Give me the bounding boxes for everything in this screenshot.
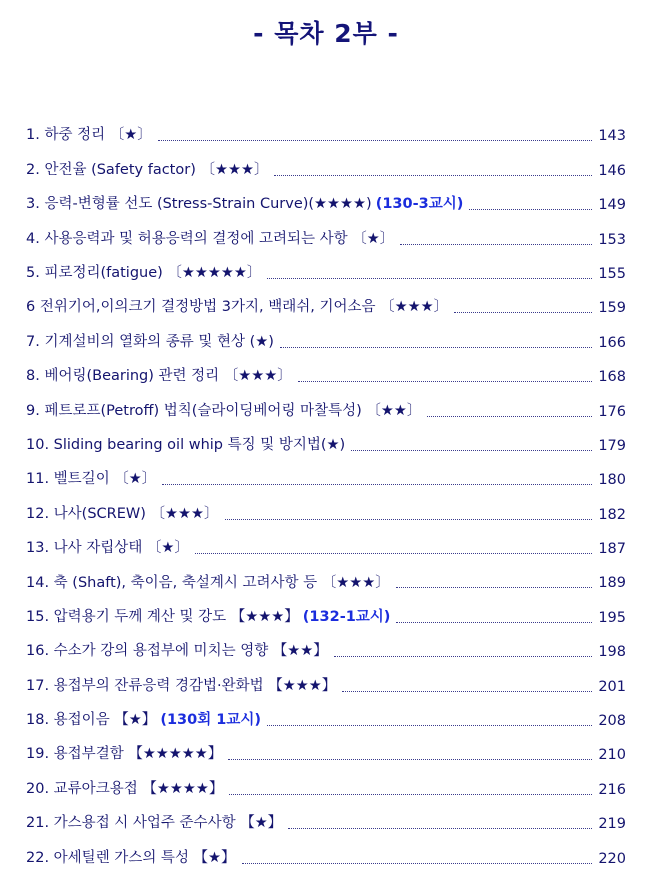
- toc-entry-label: 13. 나사 자립상태 〔★〕: [26, 540, 189, 557]
- toc-leader-dots: [469, 209, 592, 210]
- toc-entry[interactable]: [0, 597, 652, 631]
- toc-entry-label: 2. 안전율 (Safety factor) 〔★★★〕: [26, 161, 269, 178]
- toc-entry[interactable]: [0, 460, 652, 494]
- toc-entry[interactable]: [0, 769, 652, 803]
- toc-entry[interactable]: [0, 666, 652, 700]
- toc-leader-dots: [162, 484, 592, 485]
- toc-page-number: 201: [598, 678, 626, 695]
- toc-entry-note: (132-1교시): [302, 608, 391, 625]
- toc-page-number: 195: [598, 609, 626, 626]
- toc-entry[interactable]: [0, 322, 652, 356]
- toc-entry[interactable]: [0, 391, 652, 425]
- page-title: - 목차 2부 -: [253, 19, 399, 48]
- toc-entry[interactable]: [0, 563, 652, 597]
- toc-page-number: 149: [598, 197, 626, 214]
- toc-leader-dots: [351, 450, 592, 451]
- toc-leader-dots: [158, 140, 592, 141]
- toc-leader-dots: [400, 244, 592, 245]
- toc-entry-label: 16. 수소가 강의 용접부에 미치는 영향 【★★】: [26, 643, 328, 660]
- toc-entry[interactable]: [0, 357, 652, 391]
- toc-leader-dots: [396, 587, 592, 588]
- toc-entry-label: 8. 베어링(Bearing) 관련 정리 〔★★★〕: [26, 368, 292, 385]
- toc-leader-dots: [280, 347, 592, 348]
- toc-page-number: 166: [598, 334, 626, 351]
- toc-entry-label: 18. 용접이음 【★】 (130회 1교시): [26, 712, 261, 729]
- toc-entry[interactable]: [0, 185, 652, 219]
- toc-entry-label: 5. 피로정리(fatigue) 〔★★★★★〕: [26, 265, 262, 282]
- toc-entry-label: 20. 교류아크용접 【★★★★】: [26, 780, 224, 797]
- toc-page-number: 168: [598, 369, 626, 386]
- toc-leader-dots: [298, 381, 592, 382]
- toc-entry-label: 14. 축 (Shaft), 축이음, 축설계시 고려사항 등 〔★★★〕: [26, 574, 390, 591]
- toc-entry[interactable]: [0, 219, 652, 253]
- toc-entry[interactable]: [0, 494, 652, 528]
- toc-page-number: 187: [598, 541, 626, 558]
- toc-entry-label: 1. 하중 정리 〔★〕: [26, 127, 152, 144]
- toc-leader-dots: [274, 175, 592, 176]
- toc-page-number: 176: [598, 403, 626, 420]
- toc-entry[interactable]: [0, 116, 652, 150]
- toc-entry[interactable]: [0, 288, 652, 322]
- toc-entry[interactable]: [0, 150, 652, 184]
- toc-page-number: 189: [598, 575, 626, 592]
- toc-page-number: 219: [598, 816, 626, 833]
- toc-page-number: 143: [598, 128, 626, 145]
- toc-page-number: 180: [598, 472, 626, 489]
- toc-page-number: 210: [598, 747, 626, 764]
- toc-page-number: 220: [598, 850, 626, 867]
- toc-entry-label: 12. 나사(SCREW) 〔★★★〕: [26, 505, 219, 522]
- toc-leader-dots: [334, 656, 592, 657]
- toc-entry[interactable]: [0, 735, 652, 769]
- toc-page-number: 153: [598, 231, 626, 248]
- toc-entry[interactable]: [0, 426, 652, 460]
- toc-entry[interactable]: [0, 254, 652, 288]
- toc-leader-dots: [267, 278, 592, 279]
- toc-entry-label: 15. 압력용기 두께 계산 및 강도 【★★★】 (132-1교시): [26, 608, 391, 625]
- toc-page-number: 155: [598, 265, 626, 282]
- toc-page-number: 216: [598, 781, 626, 798]
- toc-entry-label: 3. 응력-변형률 선도 (Stress-Strain Curve)(★★★★) (130-3교시): [26, 196, 464, 213]
- toc-page-number: 208: [598, 713, 626, 730]
- toc-leader-dots: [225, 519, 592, 520]
- toc-page-number: 146: [598, 162, 626, 179]
- toc-page-number: 159: [598, 300, 626, 317]
- toc-entry[interactable]: [0, 529, 652, 563]
- toc-leader-dots: [242, 863, 592, 864]
- toc-entry-label: 10. Sliding bearing oil whip 특징 및 방지법(★): [26, 436, 346, 453]
- toc-leader-dots: [267, 725, 592, 726]
- toc-entry[interactable]: [0, 838, 652, 872]
- toc-leader-dots: [195, 553, 592, 554]
- toc-entry-label: 19. 용접부결함 【★★★★★】: [26, 746, 223, 763]
- toc-entry[interactable]: [0, 701, 652, 735]
- toc-entry-label: 6 전위기어,이의크기 결정방법 3가지, 백래쉬, 기어소음 〔★★★〕: [26, 299, 449, 316]
- toc-entry-label: 21. 가스용접 시 사업주 준수사항 【★】: [26, 815, 283, 832]
- toc-entry-label: 9. 페트로프(Petroff) 법칙(슬라이딩베어링 마찰특성) 〔★★〕: [26, 402, 422, 419]
- toc-leader-dots: [288, 828, 592, 829]
- toc-leader-dots: [454, 312, 592, 313]
- toc-entry-label: 7. 기계설비의 열화의 종류 및 현상 (★): [26, 333, 274, 350]
- toc-leader-dots: [342, 691, 592, 692]
- table-of-contents: [0, 116, 652, 873]
- toc-entry-note: (130회 1교시): [160, 712, 261, 729]
- toc-leader-dots: [396, 622, 592, 623]
- toc-entry-label: 11. 벨트길이 〔★〕: [26, 471, 157, 488]
- toc-leader-dots: [229, 794, 592, 795]
- toc-page-number: 198: [598, 644, 626, 661]
- toc-page-number: 182: [598, 506, 626, 523]
- toc-entry[interactable]: [0, 804, 652, 838]
- toc-entry-label: 22. 아세틸렌 가스의 특성 【★】: [26, 849, 236, 866]
- toc-entry-label: 17. 용접부의 잔류응력 경감법·완화법 【★★★】: [26, 677, 337, 694]
- toc-entry-label: 4. 사용응력과 및 허용응력의 결정에 고려되는 사항 〔★〕: [26, 230, 395, 247]
- toc-entry-note: (130-3교시): [375, 196, 464, 213]
- toc-leader-dots: [427, 416, 592, 417]
- toc-page-number: 179: [598, 437, 626, 454]
- toc-entry[interactable]: [0, 632, 652, 666]
- toc-leader-dots: [228, 759, 592, 760]
